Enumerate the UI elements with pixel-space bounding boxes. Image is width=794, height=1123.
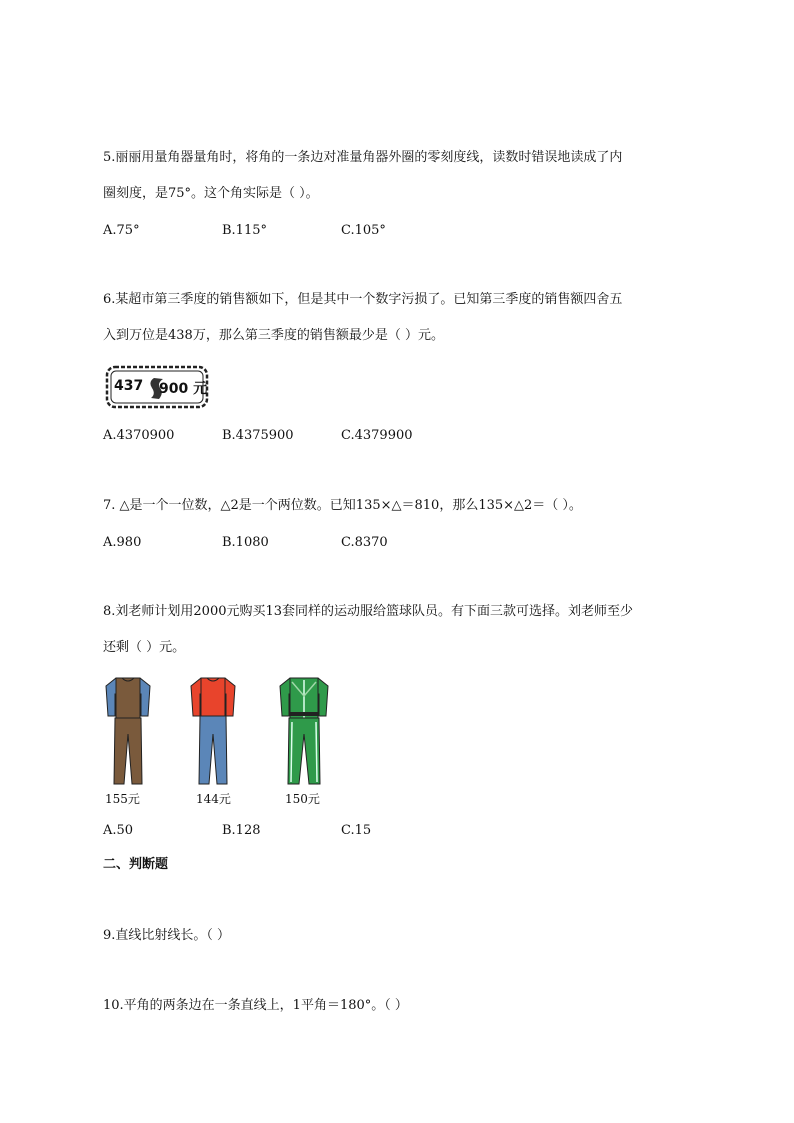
q8-option-b[interactable]: B.128 bbox=[222, 823, 261, 838]
tracksuit-brown-image bbox=[102, 672, 154, 788]
tracksuit-green-image bbox=[276, 672, 332, 788]
q7-option-c[interactable]: C.8370 bbox=[341, 535, 388, 550]
q8-option-c[interactable]: C.15 bbox=[341, 823, 372, 838]
price-label-suit3: 150元 bbox=[285, 792, 320, 806]
q5-text-line2: 圈刻度，是75°。这个角实际是（ ）。 bbox=[103, 186, 319, 201]
q5-option-a[interactable]: A.75° bbox=[103, 223, 140, 238]
q7-option-a[interactable]: A.980 bbox=[103, 535, 142, 550]
sales-sign-left-digits: 437 bbox=[114, 378, 144, 394]
q6-option-c[interactable]: C.4379900 bbox=[341, 428, 413, 443]
sales-sign-right-digits: 900 元 bbox=[159, 381, 208, 397]
section-title-judgment: 二、判断题 bbox=[103, 857, 169, 872]
q6-text-line2: 入到万位是438万，那么第三季度的销售额最少是（ ）元。 bbox=[103, 328, 444, 343]
q6-option-a[interactable]: A.4370900 bbox=[103, 428, 175, 443]
q10-text-line1: 10.平角的两条边在一条直线上，1平角＝180°。（ ） bbox=[103, 998, 408, 1013]
q5-option-c[interactable]: C.105° bbox=[341, 223, 386, 238]
q6-option-b[interactable]: B.4375900 bbox=[222, 428, 294, 443]
tracksuit-red-image bbox=[188, 672, 238, 788]
q7-option-b[interactable]: B.1080 bbox=[222, 535, 269, 550]
q8-option-a[interactable]: A.50 bbox=[103, 823, 134, 838]
q7-text-line1: 7. △是一个一位数，△2是一个两位数。已知135×△＝810，那么135×△2＝（ ）。 bbox=[103, 498, 582, 513]
price-label-suit1: 155元 bbox=[105, 792, 140, 806]
q9-text-line1: 9.直线比射线长。（ ） bbox=[103, 928, 231, 943]
q8-text-line2: 还剩（ ）元。 bbox=[103, 640, 186, 655]
sales-sign-image bbox=[104, 364, 210, 410]
q6-text-line1: 6.某超市第三季度的销售额如下，但是其中一个数字污损了。已知第三季度的销售额四舍五 bbox=[103, 292, 623, 307]
q8-text-line1: 8.刘老师计划用2000元购买13套同样的运动服给篮球队员。有下面三款可选择。刘老师至少 bbox=[103, 604, 634, 619]
price-label-suit2: 144元 bbox=[196, 792, 231, 806]
q5-text-line1: 5.丽丽用量角器量角时，将角的一条边对准量角器外圈的零刻度线，读数时错误地读成了内 bbox=[103, 150, 623, 165]
q5-option-b[interactable]: B.115° bbox=[222, 223, 267, 238]
